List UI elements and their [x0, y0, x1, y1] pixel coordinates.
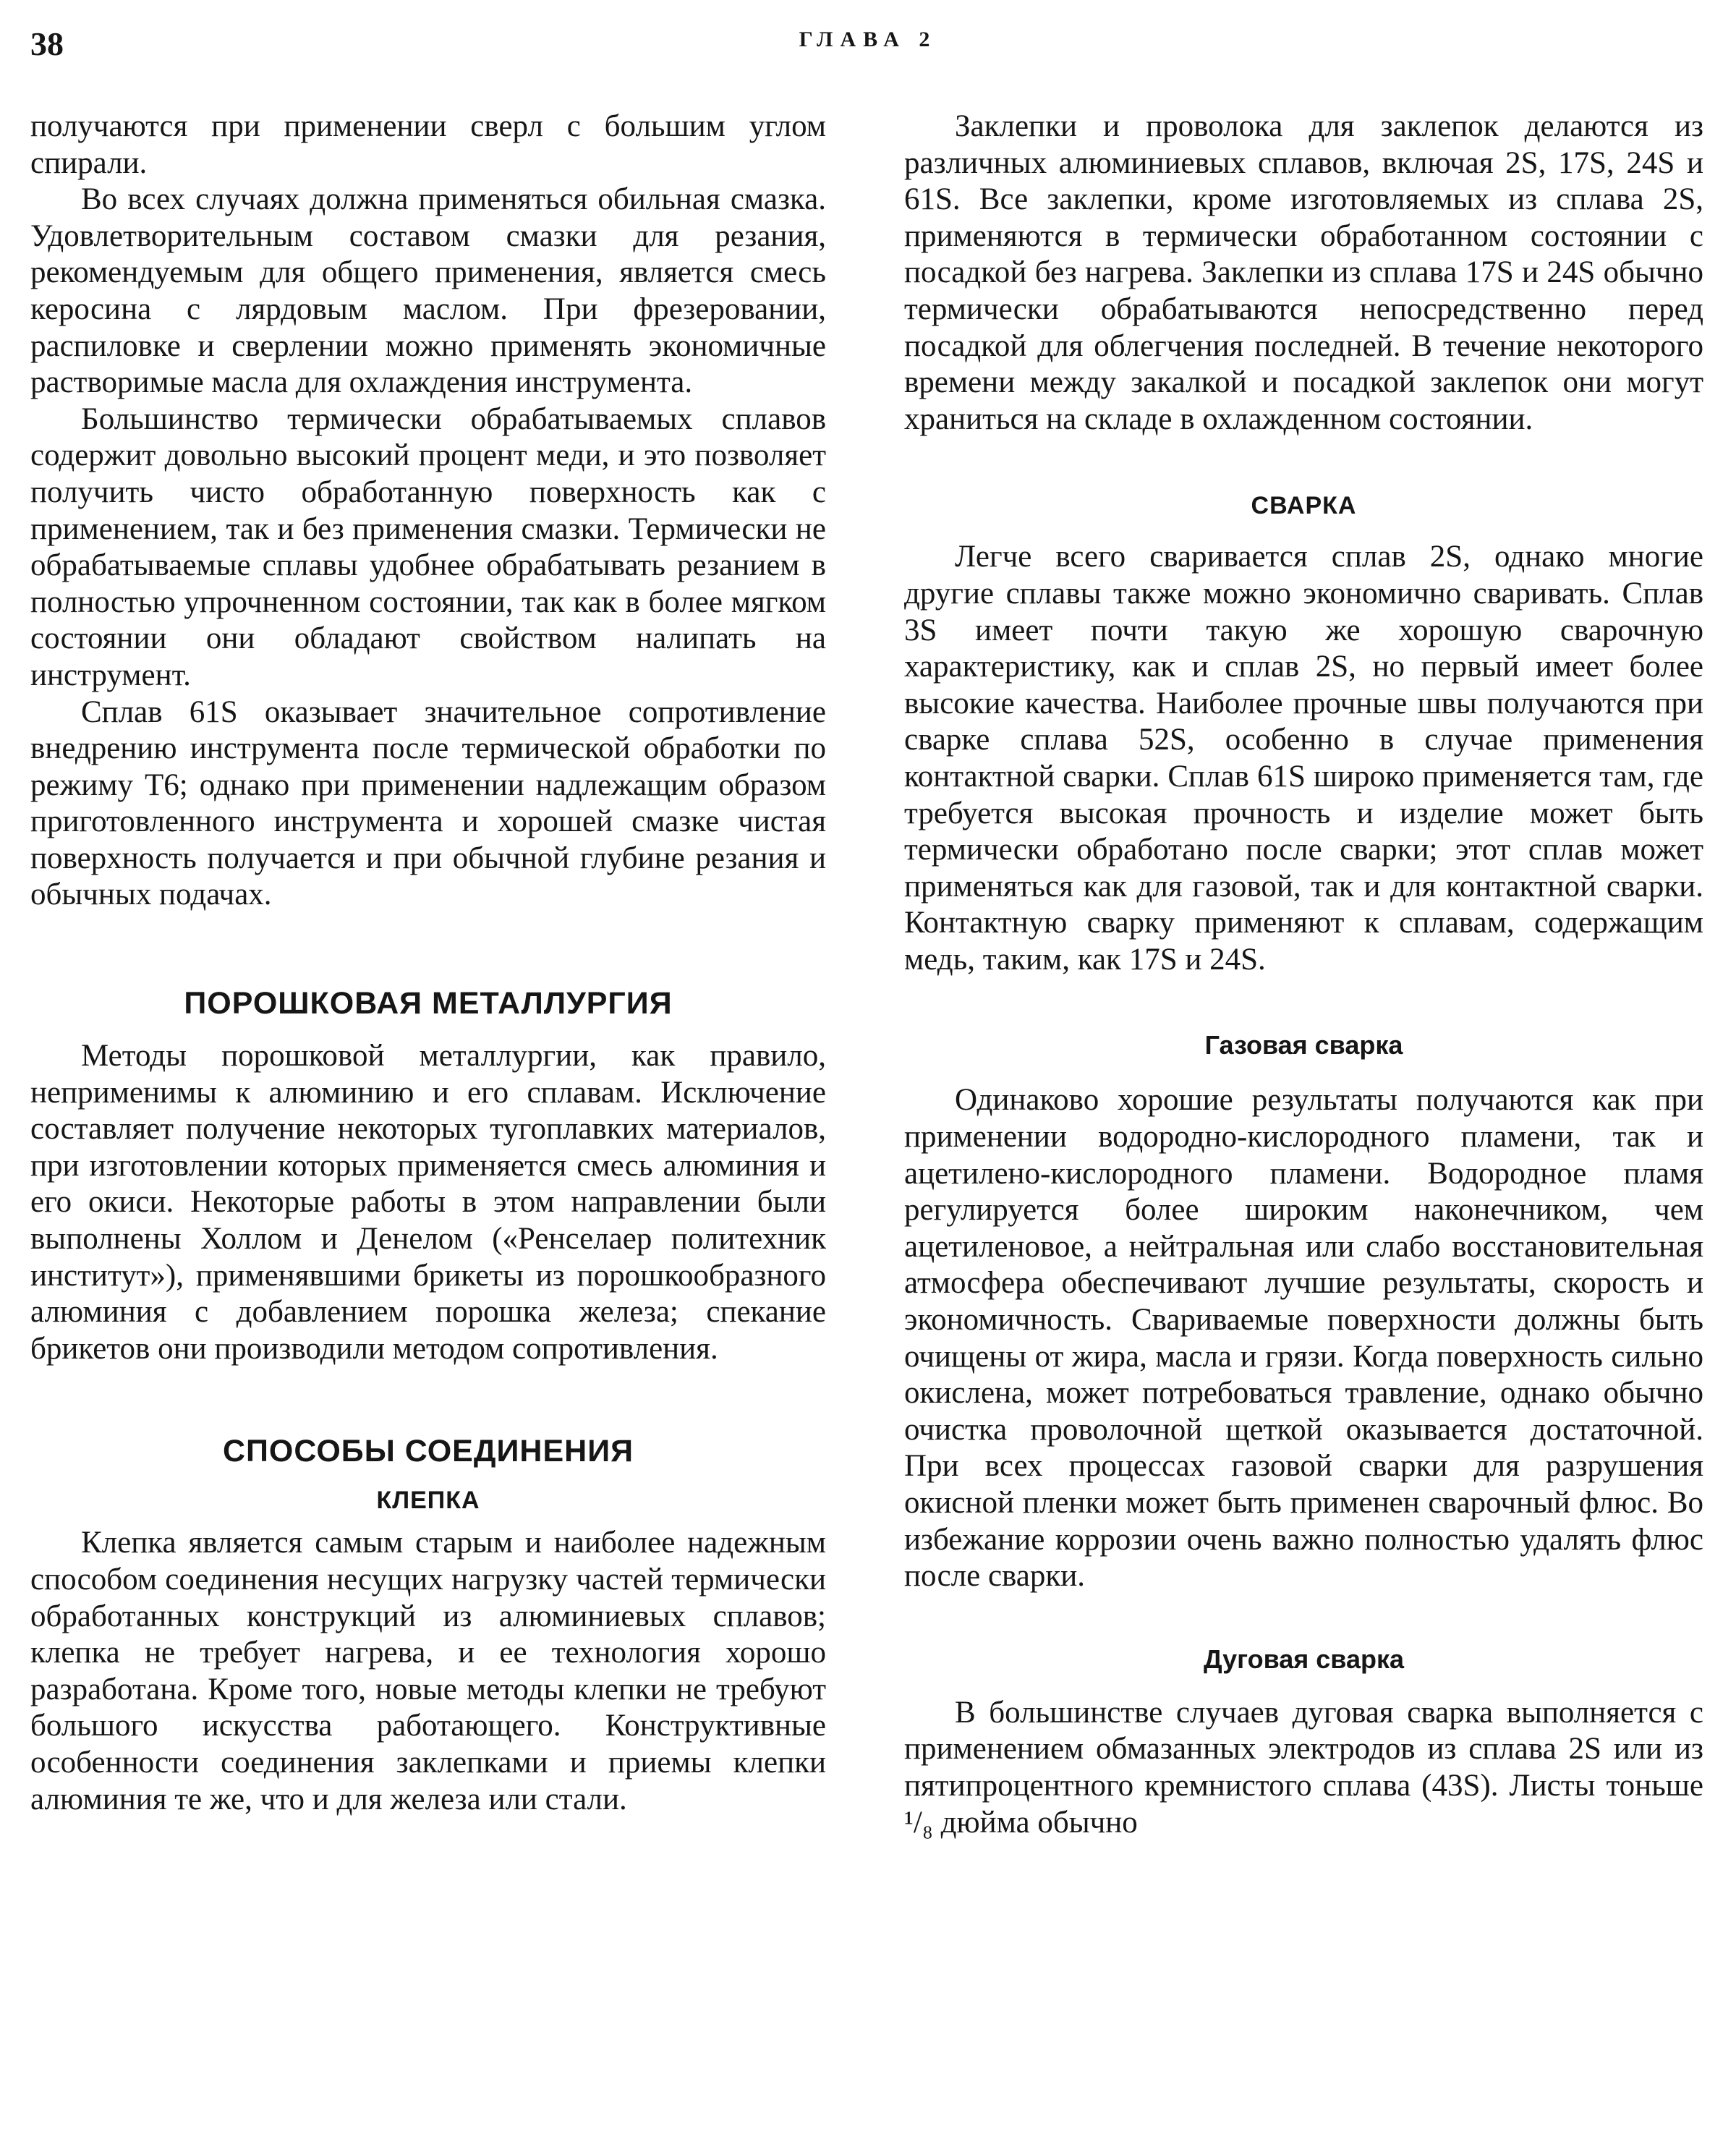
paragraph: Большинство термически обрабатываемых сплавов содержит довольно высокий процент меди, и это позволяет получить чисто обработанную поверхность как с применением, так и без применения смазки. Термически не обрабатываемые сплавы удобнее обрабатывать резанием в полностью упрочненном состоянии, так как в более мягком состоянии они обладают свойством налипать на инструмент. — [30, 401, 826, 692]
paragraph: Одинаково хорошие результаты получаются как при применении водородно-кислородного пламени, так и ацетилено-кислородного пламени. Водородное пламя регулируется более широким наконечником, чем ацетиленовое, а нейтральная или слабо восстановительная атмосфера обеспечивают лучшие результаты, скорость и экономичность. Свариваемые поверхности должны быть очищены от жира, масла и грязи. Когда поверхность сильно окислена, может потребоваться травление, однако обычно очистка проволочной щеткой оказывается достаточной. При всех процессах газовой сварки для разрушения окисной пленки может быть применен сварочный флюс. Во избежание коррозии очень важно полностью удалять флюс после сварки. — [904, 1083, 1703, 1594]
subsection-heading-welding: СВАРКА — [1251, 492, 1357, 520]
paragraph: получаются при применении сверл с большим углом спирали. — [30, 109, 826, 180]
page-number: 38 — [30, 25, 64, 62]
paragraph: Заклепки и проволока для заклепок делаются из различных алюминиевых сплавов, включая 2S, 17S, 24S и 61S. Все заклепки, кроме изготовляемых из сплава 2S, применяются в термически обработанном состоянии с посадкой без нагрева. Заклепки из сплава 17S и 24S обычно термически обрабатываются непосредственно перед посадкой для облегчения последней. В течение некоторого времени между закалкой и посадкой заклепок они могут храниться на складе в охлажденном состоянии. — [904, 109, 1703, 436]
subheading-gas-welding: Газовая сварка — [1204, 1030, 1403, 1060]
paragraph: Легче всего сваривается сплав 2S, однако многие другие сплавы также можно экономично сваривать. Сплав 3S имеет почти такую же хорошую сварочную характеристику, как и сплав 2S, но первый имеет более высокие качества. Наиболее прочные швы получаются при сварке сплава 52S, особенно в случае применения контактной сварки. Сплав 61S широко применяется там, где требуется высокая прочность и изделие может быть термически обработано после сварки; этот сплав может применяться как для газовой, так и для контактной сварки. Контактную сварку применяют к сплавам, содержащим медь, таким, как 17S и 24S. — [904, 540, 1703, 977]
paragraph: Клепка является самым старым и наиболее надежным способом соединения несущих нагрузку частей термически обработанных конструкций из алюминиевых сплавов; клепка не требует нагрева, и ее технология хорошо разработана. Кроме того, новые методы клепки не требуют большого искусства работающего. Конструктивные особенности соединения заклепками и приемы клепки алюминия те же, что и для железа или стали. — [30, 1526, 826, 1816]
paragraph: В большинстве случаев дуговая сварка выполняется с применением обмазанных электродов из сплава 2S или из пятипроцентного кремнистого сплава (43S). Листы тоньше ¹/₈ дюйма обычно — [904, 1695, 1703, 1840]
paragraph: Во всех случаях должна применяться обильная смазка. Удовлетворительным составом смазки для резания, рекомендуемым для общего применения, является смесь керосина с лярдовым маслом. При фрезеровании, распиловке и сверлении можно применять экономичные растворимые масла для охлаждения инструмента. — [30, 182, 826, 400]
right-column — [904, 109, 1703, 1841]
subheading-arc-welding: Дуговая сварка — [1203, 1644, 1405, 1674]
section-heading-joining-methods: СПОСОБЫ СОЕДИНЕНИЯ — [222, 1434, 634, 1469]
left-column — [30, 109, 826, 1818]
subsection-heading-riveting: КЛЕПКА — [376, 1487, 480, 1515]
paragraph: Методы порошковой металлургии, как правило, неприменимы к алюминию и его сплавам. Исключение составляет получение некоторых тугоплавких материалов, при изготовлении которых применяется смесь алюминия и его окиси. Некоторые работы в этом направлении были выполнены Холлом и Денелом («Ренселаер политехник институт»), применявшими брикеты из порошкообразного алюминия с добавлением порошка железа; спекание брикетов они производили методом сопротивления. — [30, 1039, 826, 1366]
paragraph: Сплав 61S оказывает значительное сопротивление внедрению инструмента после термической обработки по режиму Т6; однако при применении надлежащим образом приготовленного инструмента и хорошей смазке чистая поверхность получается и при обычной глубине резания и обычных подачах. — [30, 694, 826, 912]
section-heading-powder-metallurgy: ПОРОШКОВАЯ МЕТАЛЛУРГИЯ — [184, 986, 673, 1021]
running-head: ГЛАВА 2 — [799, 27, 937, 51]
